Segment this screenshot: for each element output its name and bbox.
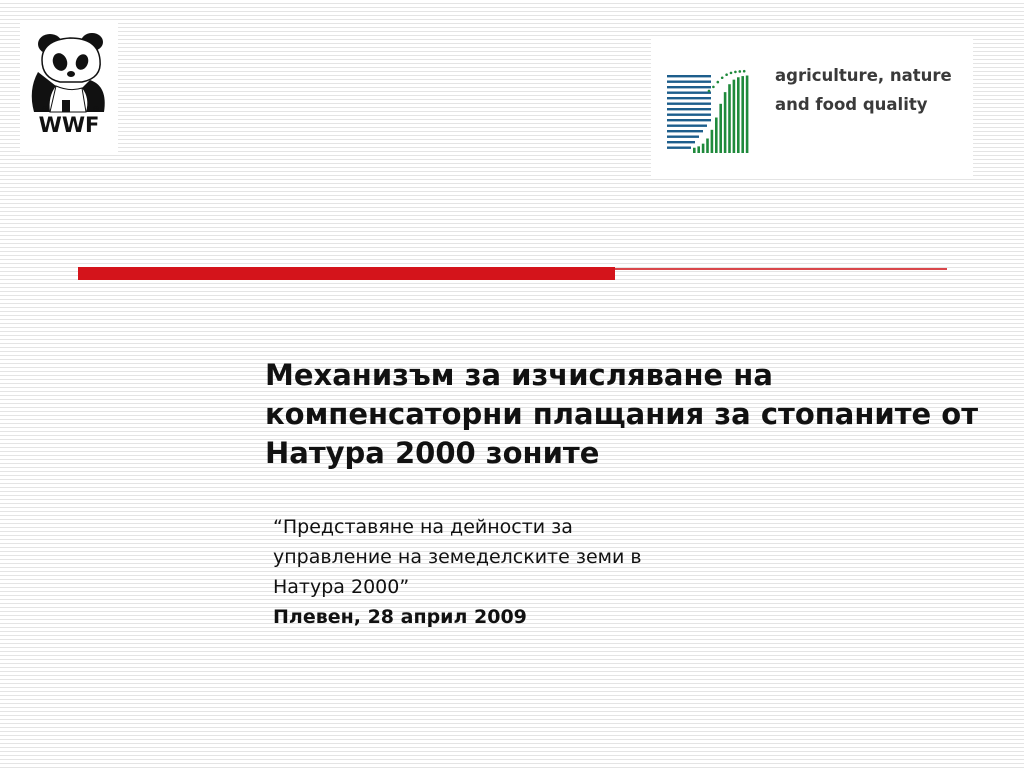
logo-bar — [697, 146, 700, 153]
ag-ministry-logo — [651, 37, 973, 177]
panda-icon — [20, 20, 118, 152]
logo-bar — [719, 104, 722, 153]
logo-stripe — [667, 114, 711, 116]
logo-dot — [739, 70, 742, 73]
logo-stripe — [667, 136, 699, 138]
logo-bar — [737, 77, 740, 153]
logo-dot — [712, 86, 715, 89]
logo-stripe — [667, 125, 707, 127]
logo-stripe — [667, 141, 695, 143]
slide-subtitle — [273, 512, 793, 632]
logo-stripe — [667, 130, 703, 132]
logo-stripe — [667, 81, 711, 83]
wwf-wordmark: WWF — [38, 113, 100, 137]
logo-stripe — [667, 92, 711, 94]
subtitle-line-3: Натура 2000” — [273, 576, 410, 598]
logo-bar — [715, 118, 718, 153]
logo-dot — [743, 70, 746, 73]
slide-title: Механизъм за изчисляване на компенсаторни плащания за стопаните от Натура 2000 зоните — [265, 358, 979, 470]
registered-mark: ® — [41, 105, 49, 114]
ag-logo-line1: agriculture, nature — [775, 66, 952, 85]
logo-dot — [734, 71, 737, 74]
logo-stripe — [667, 103, 711, 105]
logo-stripe — [667, 86, 711, 88]
place-date: Плевен, 28 април 2009 — [273, 606, 527, 628]
ag-logo-text — [775, 61, 965, 119]
registered-mark: ® — [92, 105, 100, 114]
logo-bar — [702, 144, 705, 153]
logo-bar — [733, 80, 736, 153]
subtitle-line-1: “Представяне на дейности за — [273, 516, 573, 538]
logo-bar — [693, 148, 696, 153]
logo-stripe — [667, 75, 711, 77]
logo-stripe — [667, 119, 711, 121]
logo-dot — [725, 73, 728, 76]
logo-bar — [706, 139, 709, 153]
logo-bar — [711, 130, 714, 153]
logo-dot — [708, 90, 711, 93]
logo-stripe — [667, 147, 691, 149]
growth-bars-icon — [667, 69, 751, 155]
logo-bar — [746, 76, 749, 153]
ag-logo-line2: and food quality — [775, 95, 928, 114]
logo-stripe — [667, 108, 711, 110]
logo-bar — [741, 76, 744, 153]
logo-dot — [717, 81, 720, 84]
wwf-logo — [20, 20, 118, 152]
logo-bar — [724, 92, 727, 153]
logo-bar — [728, 84, 731, 153]
logo-dot — [721, 76, 724, 79]
divider-thick — [78, 267, 615, 280]
logo-stripe — [667, 97, 711, 99]
divider-thin — [615, 268, 947, 270]
subtitle-line-2: управление на земеделските земи в — [273, 546, 642, 568]
logo-dot — [730, 72, 733, 75]
